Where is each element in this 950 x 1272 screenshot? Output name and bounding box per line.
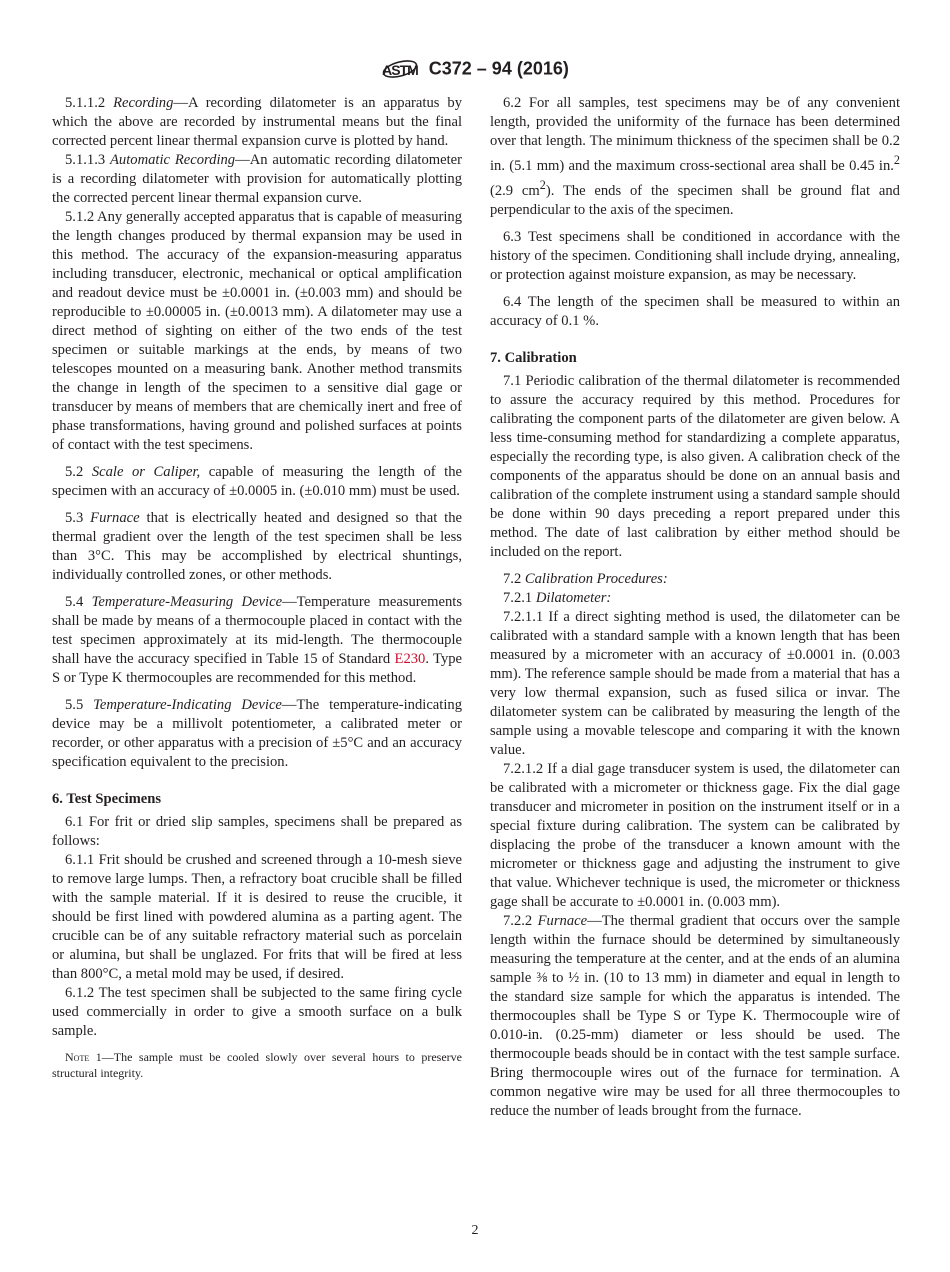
page-number: 2 xyxy=(471,1223,479,1238)
text-run: 7.2.2 xyxy=(503,912,538,929)
text-run: 5.4 xyxy=(65,594,92,610)
text-run: Note 1 xyxy=(65,1050,102,1064)
text-run: 6.1.1 Frit should be crushed and screened through a 10-mesh sieve to remove large lumps. Then, a refractory boat crucible shall be filled with the sample material. If it is desired to reuse the crucible, it should be first lined with powdered alumina as a parting agent. The crucible can be of any suitable refractory material such as porcelain or alumina, but shall be unglazed. For frits that will be fired at less than 800°C, a metal mold may be used, if desired. xyxy=(52,852,462,982)
text-run: 5.1.2 Any generally accepted apparatus that is capable of measuring the length changes produced by thermal expansion may be used in this method. The accuracy of the expansion-measuring apparatus including transducer, electronic, mechanical or optical amplification and readout device must be ±0.0001 in. (±0.003 mm) and should be reproducible to ±0.00005 in. (±0.0013 mm). A dilatometer may use a direct method of sighting on either of the two ends of the test specimen or suitable markings at the ends, by means of two telescopes mounted on a measuring bank. Another method transmits the change in length of the specimen to a sensitive dial gage or transducer by means of members that are chemically inert and free of phase transformations, having ground and polished surfaces at points of contact with the test specimens. xyxy=(52,209,462,453)
paragraph xyxy=(52,813,462,851)
text-run: Recording xyxy=(113,95,174,111)
paragraph xyxy=(52,593,462,688)
paragraph xyxy=(490,372,900,562)
text-run: (2.9 cm xyxy=(490,182,540,199)
paragraph xyxy=(52,984,462,1041)
text-run: —An automatic recording dilatometer is a recording dilatometer with provision for automatically plotting the corrected percent linear thermal expansion curve. xyxy=(52,152,463,206)
text-run: 2 xyxy=(539,177,546,192)
text-run: 6.4 The length of the specimen shall be measured to within an accuracy of 0.1 %. xyxy=(490,293,900,329)
text-run: 7.2.1 xyxy=(503,589,536,606)
text-run: Scale or Caliper, xyxy=(91,464,201,480)
section-heading xyxy=(490,349,900,368)
paragraph xyxy=(490,912,900,1121)
page-header xyxy=(0,56,950,82)
text-run: Temperature-Measuring Device xyxy=(91,594,283,610)
paragraph xyxy=(490,608,900,760)
text-run: 7.1 Periodic calibration of the thermal dilatometer is recommended to assure the accuracy required by this method. Procedures for calibrating the component parts of the dilatometer are given below. A less time-consuming method for standardizing a complete apparatus, especially the recording type, is also given. A calibration check of the components of the apparatus should be done on an annual basis and calibration of the complete instrument using a standard sample should be done within 90 days preceding a report prepared under this method. The date of last calibration by either method should be included on the report. xyxy=(490,372,900,560)
paragraph xyxy=(52,208,462,455)
paragraph xyxy=(52,851,462,984)
paragraph xyxy=(490,760,900,912)
text-run: . Type S or Type K thermocouples are recommended for this method. xyxy=(52,651,463,686)
paragraph xyxy=(490,570,900,589)
paragraph xyxy=(52,94,462,151)
text-run: Calibration Procedures: xyxy=(524,570,668,587)
text-run: —The sample must be cooled slowly over several hours to preserve structural integrity. xyxy=(52,1050,463,1080)
text-run: —The thermal gradient that occurs over the sample length within the furnace should be determined by simultaneously measuring the temperature at the center, and at the ends of an alumina sample ⅜ to ½ in. (10 to 13 mm) in diameter and equal in length to the standard size sample for which the apparatus is intended. The thermocouples shall be Type S or Type K. Thermocouple wire of 0.010-in. (0.25-mm) diameter or less should be used. The thermocouple beads should be in contact with the test sample surface. Bring thermocouple wires out of the furnace for termination. A common negative wire may be used for all three thermocouples to reduce the number of leads brought from the furnace. xyxy=(490,912,900,1119)
left-column xyxy=(52,94,462,1081)
text-run: 2 xyxy=(893,153,900,167)
text-run: Automatic Recording xyxy=(110,152,236,168)
text-run: —A recording dilatometer is an apparatus by which the above are recorded by instrumental means but the final corrected percent linear thermal expansion curve is plotted by hand. xyxy=(52,95,463,149)
text-run: —Temperature measurements shall be made by means of a thermocouple placed in contact with the test specimen approximately at its mid-length. The thermocouple shall have the accuracy specified in Table 15 of Standard xyxy=(52,594,463,667)
svg-text:ASTM: ASTM xyxy=(382,62,418,78)
text-run: 5.2 xyxy=(65,464,92,480)
text-run: 6. Test Specimens xyxy=(52,791,162,807)
text-run: 7.2 xyxy=(503,570,525,587)
text-run: 7.2.1.1 If a direct sighting method is used, the dilatometer can be calibrated with a standard sample with a known length that has been measured by a micrometer with an accuracy of ±0.0001 in. (0.003 mm). The reference sample should be made from a material that has a very low thermal expansion, such as fused silica or invar. The dilatometer system can be calibrated by measuring the length of the sample using a movable telescope and comparing it with the known value. xyxy=(490,608,900,758)
text-run: ). The ends of the specimen shall be ground flat and perpendicular to the axis of the specimen. xyxy=(490,182,900,218)
paragraph xyxy=(490,293,900,331)
text-run: that is electrically heated and designed so that the thermal gradient over the length of the test specimen shall be less than 3°C. This may be accomplished by electrical shuntings, individually controlled zones, or other methods. xyxy=(52,510,462,583)
paragraph xyxy=(52,463,462,501)
text-run: Furnace xyxy=(90,510,140,526)
paragraph xyxy=(52,696,462,772)
text-run: 7. Calibration xyxy=(490,349,577,366)
paragraph xyxy=(490,589,900,608)
paragraph xyxy=(490,94,900,220)
paragraph xyxy=(52,151,462,208)
text-run: capable of measuring the length of the specimen with an accuracy of ±0.0005 in. (±0.010 mm) must be used. xyxy=(52,464,463,499)
paragraph xyxy=(52,509,462,585)
text-run: 5.5 xyxy=(65,697,94,713)
astm-logo xyxy=(381,56,419,82)
text-run: 5.1.1.3 xyxy=(65,152,110,168)
standard-link[interactable]: E230 xyxy=(394,651,426,667)
right-column xyxy=(490,94,900,1121)
text-run: 5.1.1.2 xyxy=(65,95,114,111)
text-run: Furnace xyxy=(537,912,588,929)
text-run: 6.3 Test specimens shall be conditioned in accordance with the history of the specimen. Conditioning shall include drying, annealing, or protection against moisture expansion, as may be necessary. xyxy=(490,228,900,283)
note xyxy=(52,1049,462,1081)
text-run: 6.1 For frit or dried slip samples, specimens shall be prepared as follows: xyxy=(52,814,462,849)
text-run: 6.1.2 The test specimen shall be subjected to the same firing cycle used commercially in order to give a smooth surface on a bulk sample. xyxy=(52,985,462,1039)
text-run: —The temperature-indicating device may be a millivolt potentiometer, a calibrated meter or recorder, or other apparatus with a precision of ±5°C and an accuracy specification equivalent to the precision. xyxy=(52,697,462,770)
text-run: Dilatometer: xyxy=(535,589,612,606)
text-run: 7.2.1.2 If a dial gage transducer system is used, the dilatometer can be calibrated with a micrometer or thickness gage. Fix the dial gage transducer and micrometer in position on the instrument itself or in a special fixture during calibration. The system can be calibrated by displacing the probe of the transducer a known amount with the micrometer or thickness gage and adjusting the instrument to give that value. Whichever technique is used, the micrometer or thickness gage shall be accurate to ±0.0001 in. (0.003 mm). xyxy=(490,760,900,910)
section-heading xyxy=(52,790,462,809)
text-run: 5.3 xyxy=(65,510,91,526)
document-title: C372 – 94 (2016) xyxy=(428,58,569,79)
paragraph xyxy=(490,228,900,285)
text-run: 6.2 For all samples, test specimens may be of any convenient length, provided the uniformity of the furnace has been determined over that length. The minimum thickness of the specimen shall be 0.2 in. (5.1 mm) and the maximum cross-sectional area shall be 0.45 in. xyxy=(490,95,900,174)
text-run: Temperature-Indicating Device xyxy=(93,697,282,713)
